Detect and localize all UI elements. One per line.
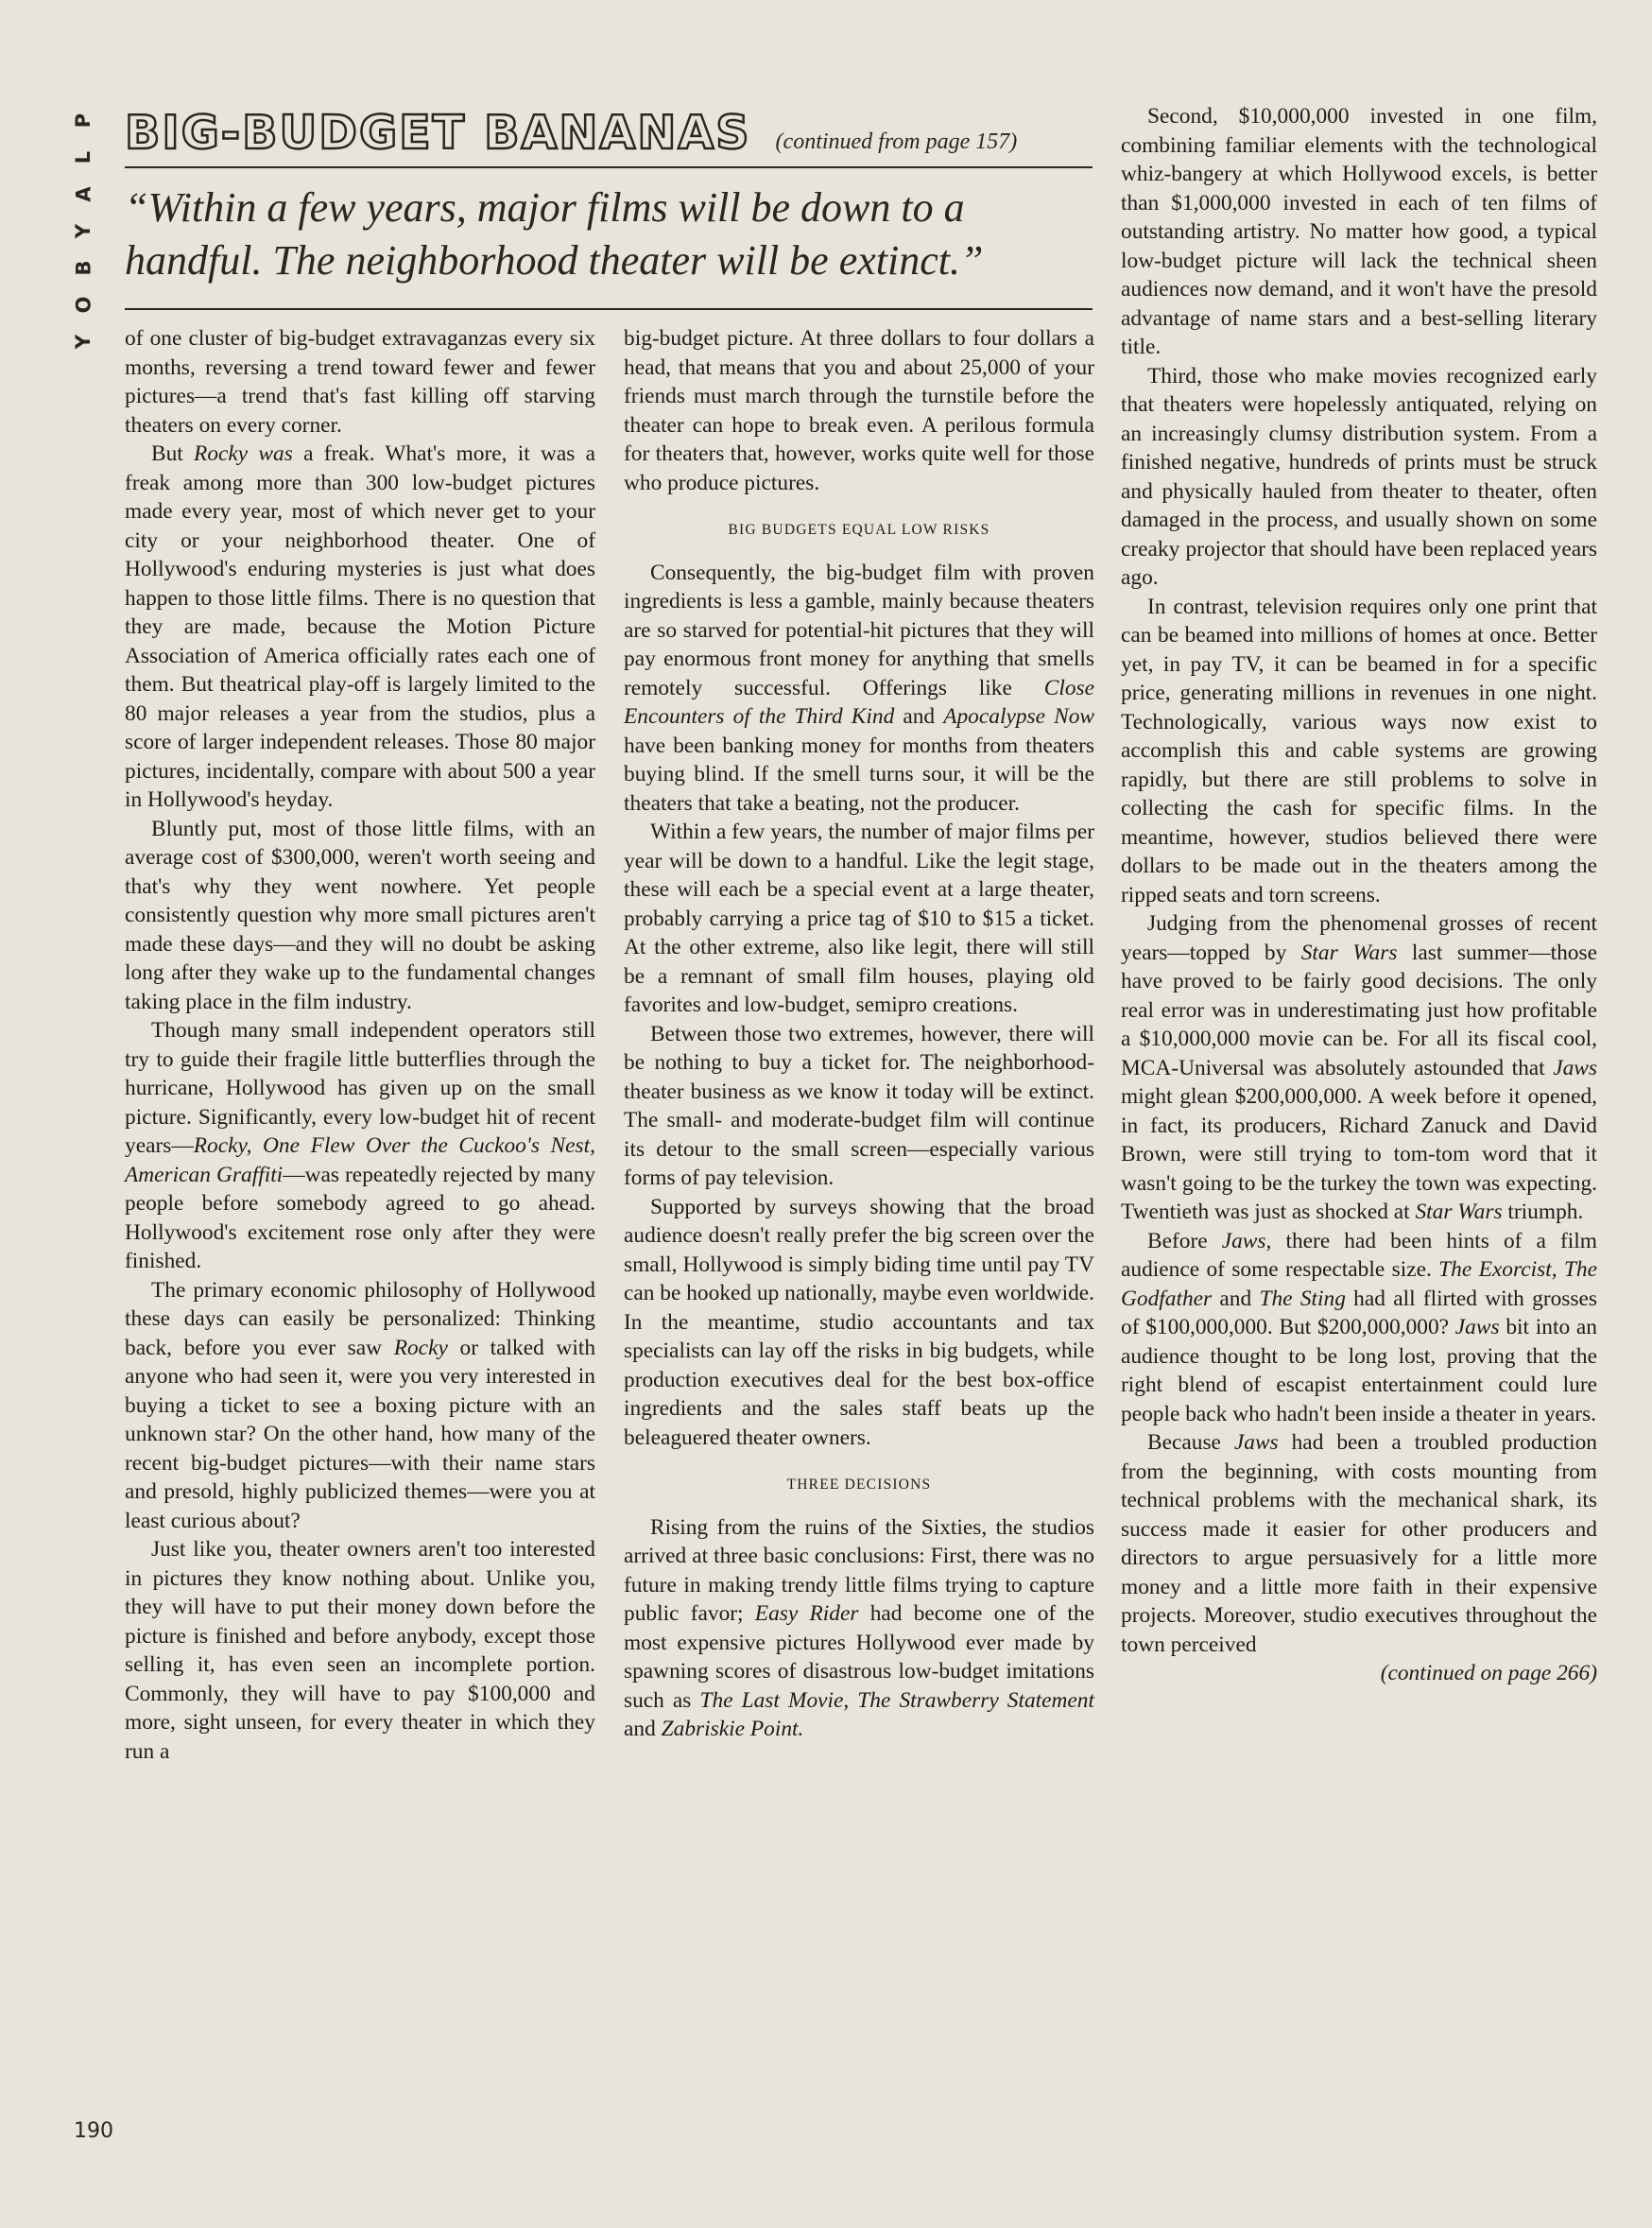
magazine-letter: Y: [72, 334, 95, 350]
section-subhead: BIG BUDGETS EQUAL LOW RISKS: [728, 522, 990, 538]
paragraph: Before Jaws, there had been hints of a film audience of some respectable size. The Exorcist, The Godfather and The Sting had all flirted with grosses of $100,000,000. But $200,000,000? Jaws bit into an audience thought to be long lost, proving that the right blend of escapist entertainment could lure people back who hadn't been inside a theater in years.: [1121, 1228, 1597, 1426]
magazine-letter: P: [72, 112, 95, 129]
magazine-name: [70, 102, 98, 360]
paragraph: Because Jaws had been a troubled production from the beginning, with costs mounting from technical problems with the mechanical shark, its success made it easier for other producers and directors to argue persuasively for a little more money and a little more faith in their expensive projects. Moreover, studio executives throughout the town perceived: [1121, 1430, 1597, 1657]
paragraph: The primary economic philosophy of Hollywood these days can easily be personalized: Thinking back, before you ever saw Rocky or talked with anyone who had seen it, were you very interested in buying a ticket to see a boxing picture with an unknown star? On the other hand, how many of the recent big-budget pictures—with their name stars and presold, highly publicized themes—were you at least curious about?: [125, 1277, 596, 1533]
continued-from-note: (continued from page 157): [775, 130, 1018, 154]
paragraph: big-budget picture. At three dollars to four dollars a head, that means that you and about 25,000 of your friends must march through the turnstile before the theater can hope to break even. A perilous formula for theaters that, however, works quite well for those who produce pictures.: [624, 326, 1094, 495]
paragraph: In contrast, television requires only one print that can be beamed into millions of homes at once. Better yet, in pay TV, it can be beamed in for a specific price, generating millions in revenues in one night. Technologically, various ways now exist to accomplish this and cable systems are growing rapidly, but there are still problems to solve in collecting the cash for specific films. In the meantime, however, studios believed there were dollars to be made out in the theaters among the ripped seats and torn screens.: [1121, 594, 1597, 907]
article-header: [125, 106, 1051, 160]
paragraph: Rising from the ruins of the Sixties, the studios arrived at three basic conclusions: First, there was no future in making trendy little films trying to capture public favor; Easy Rider had become one of the most expensive pictures Hollywood ever made by spawning scores of disastrous low-budget imitations such as The Last Movie, The Strawberry Statement and Zabriskie Point.: [624, 1514, 1094, 1741]
paragraph: Judging from the phenomenal grosses of recent years—topped by Star Wars last summer—those have proved to be fairly good decisions. The only real error was in underestimating just how profitable a $10,000,000 movie can be. For all its fiscal cool, MCA-Universal was absolutely astounded that Jaws might glean $200,000,000. A week before it opened, in fact, its producers, Richard Zanuck and David Brown, were still trying to tom-tom word that it wasn't going to be the turkey the town was expecting. Twentieth was just as shocked at Star Wars triumph.: [1121, 911, 1597, 1224]
paragraph: Supported by surveys showing that the broad audience doesn't really prefer the big screen over the small, Hollywood is simply biding time until pay TV can be hooked up nationally, maybe even worldwide. In the meantime, studio accountants and tax specialists can lay off the risks in big budgets, while production executives deal for the best box-office ingredients and the sales staff beats up the beleaguered theater owners.: [624, 1194, 1094, 1450]
text-column-3: [1121, 102, 1597, 1688]
paragraph: of one cluster of big-budget extravaganzas every six months, reversing a trend toward fewer and fewer pictures—a trend that's fast killing off starving theaters on every corner.: [125, 326, 595, 438]
paragraph: Second, $10,000,000 invested in one film, combining familiar elements with the technological whiz-bangery at which Hollywood excels, is better than $1,000,000 invested in each of ten films of outstanding artistry. No matter how good, a typical low-budget picture will lack the technical sheen audiences now demand, and it won't have the presold advantage of name stars and a best-selling literary title.: [1121, 104, 1597, 359]
text-column-1: [125, 324, 595, 1766]
paragraph: Consequently, the big-budget film with proven ingredients is less a gamble, mainly because theaters are so starved for potential-hit pictures that they will pay enormous front money for anything that smells remotely successful. Offerings like Close Encounters of the Third Kind and Apocalypse Now have been banking money for months from theaters buying blind. If the smell turns sour, it will be the theaters that take a beating, not the producer.: [624, 560, 1094, 816]
pull-quote: “Within a few years, major films will be down to a handful. The neighborhood theater will be extinct.”: [125, 184, 984, 284]
magazine-letter: O: [72, 296, 95, 314]
paragraph: But Rocky was a freak. What's more, it was a freak among more than 300 low-budget pictures made every year, most of which never get to your city or your neighborhood theater. One of Hollywood's enduring mysteries is just what does happen to those little films. There is no question that they are made, because the Motion Picture Association of America officially rates each one of them. But theatrical play-off is largely limited to the 80 major releases a year from the studios, plus a score of larger independent releases. Those 80 major pictures, incidentally, compare with about 500 a year in Hollywood's heyday.: [125, 441, 595, 812]
magazine-letter: L: [72, 150, 95, 164]
rule-top: [125, 166, 1093, 168]
magazine-letter: B: [72, 260, 95, 276]
rule-bottom: [125, 308, 1093, 310]
article-title: BIG-BUDGET BANANAS: [125, 106, 751, 160]
text-column-2: [624, 324, 1094, 1744]
paragraph: Within a few years, the number of major films per year will be down to a handful. Like the legit stage, these will each be a special event at a large theater, probably carrying a price tag of $10 to $15 a ticket. At the other extreme, also like legit, there will still be a remnant of small film houses, playing old favorites and low-budget, semipro creations.: [624, 820, 1094, 1017]
paragraph: Bluntly put, most of those little films, with an average cost of $300,000, weren't worth seeing and that's why they went nowhere. Yet people consistently question why more small pictures aren't made these days—and they will no doubt be asking long after they wake up to the fundamental changes taking place in the film industry.: [125, 816, 595, 1014]
paragraph: Though many small independent operators still try to guide their fragile little butterflies through the hurricane, Hollywood has given up on the small picture. Significantly, every low-budget hit of recent years—Rocky, One Flew Over the Cuckoo's Nest, American Graffiti—was repeatedly rejected by many people before somebody agreed to go ahead. Hollywood's excitement rose only after they were finished.: [125, 1018, 595, 1273]
section-subhead: THREE DECISIONS: [786, 1477, 932, 1493]
paragraph: Third, those who make movies recognized early that theaters were hopelessly antiquated, relying on an increasingly clumsy distribution system. From a finished negative, hundreds of prints must be struck and physically hauled from theater to theater, often damaged in the process, and usually shown on some creaky projector that should have been replaced years ago.: [1121, 363, 1597, 590]
page-number: 190: [74, 2119, 113, 2143]
paragraph: Just like you, theater owners aren't too interested in pictures they know nothing about. Unlike you, they will have to put their money down before the picture is finished and before anybody, except those selling it, has even seen an incomplete portion. Commonly, they will have to pay $100,000 and more, sight unseen, for every theater in which they run a: [125, 1537, 595, 1764]
continued-to-note: (continued on page 266): [1380, 1661, 1597, 1685]
paragraph: Between those two extremes, however, there will be nothing to buy a ticket for. The neighborhood-theater business as we know it today will be extinct. The small- and moderate-budget film will continue its detour to the small screen—especially various forms of pay television.: [624, 1021, 1094, 1190]
magazine-letter: A: [72, 186, 95, 202]
magazine-letter: Y: [72, 223, 95, 239]
